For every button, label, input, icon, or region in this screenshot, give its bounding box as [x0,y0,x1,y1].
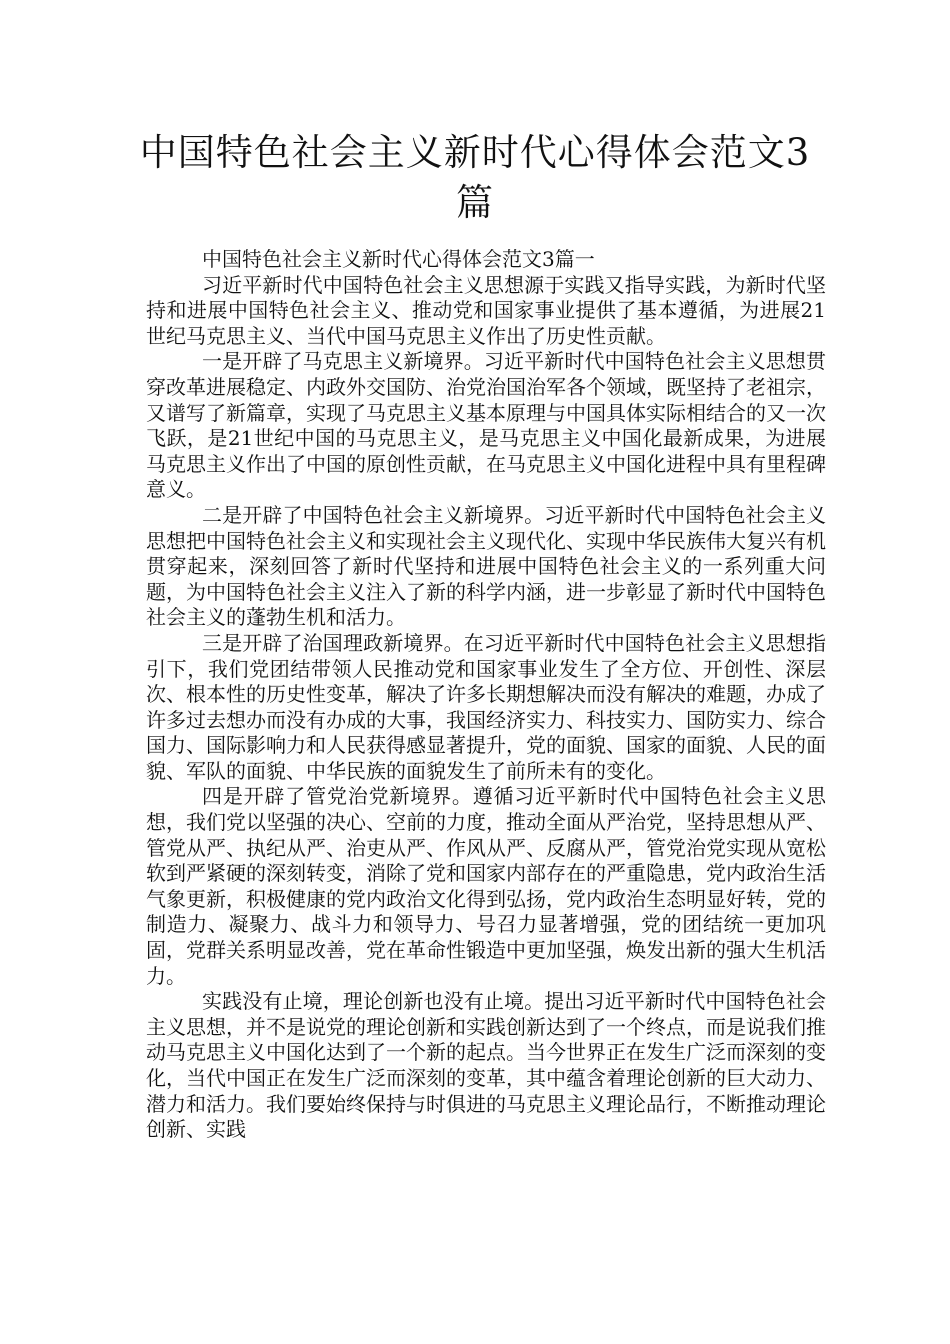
title-line-1: 中国特色社会主义新时代心得体会范文3 [139,131,811,174]
paragraph-point-1: 一是开辟了马克思主义新境界。习近平新时代中国特色社会主义思想贯穿改革进展稳定、内政外交国防、治党治国治军各个领域，既坚持了老祖宗，又谱写了新篇章，实现了马克思主义基本原理与中国具体实际相结合的又一次飞跃，是21世纪中国的马克思主义，是马克思主义中国化最新成果，为进展马克思主义作出了中国的原创性贡献，在马克思主义中国化进程中具有里程碑意义。 [146,349,826,502]
title-line-2: 篇 [456,181,494,224]
document-body [146,247,826,1143]
paragraph-intro: 习近平新时代中国特色社会主义思想源于实践又指导实践，为新时代坚持和进展中国特色社会主义、推动党和国家事业提供了基本遵循，为进展21世纪马克思主义、当代中国马克思主义作出了历史性贡献。 [146,272,826,348]
paragraph-point-4: 四是开辟了管党治党新境界。遵循习近平新时代中国特色社会主义思想，我们党以坚强的决心、空前的力度，推动全面从严治党，坚持思想从严、管党从严、执纪从严、治吏从严、作风从严、反腐从严，管党治党实现从宽松软到严紧硬的深刻转变，消除了党和国家内部存在的严重隐患，党内政治生活气象更新，积极健康的党内政治文化得到弘扬，党内政治生态明显好转，党的制造力、凝聚力、战斗力和领导力、号召力显著增强，党的团结统一更加巩固，党群关系明显改善，党在革命性锻造中更加坚强，焕发出新的强大生机活力。 [146,784,826,988]
paragraph-point-2: 二是开辟了中国特色社会主义新境界。习近平新时代中国特色社会主义思想把中国特色社会主义和实现社会主义现代化、实现中华民族伟大复兴有机贯穿起来，深刻回答了新时代坚持和进展中国特色社会主义的一系列重大问题，为中国特色社会主义注入了新的科学内涵，进一步彰显了新时代中国特色社会主义的蓬勃生机和活力。 [146,502,826,630]
paragraph-point-3: 三是开辟了治国理政新境界。在习近平新时代中国特色社会主义思想指引下，我们党团结带领人民推动党和国家事业发生了全方位、开创性、深层次、根本性的历史性变革，解决了许多长期想解决而没有解决的难题，办成了许多过去想办而没有办成的大事，我国经济实力、科技实力、国防实力、综合国力、国际影响力和人民获得感显著提升，党的面貌、国家的面貌、人民的面貌、军队的面貌、中华民族的面貌发生了前所未有的变化。 [146,630,826,783]
section-heading: 中国特色社会主义新时代心得体会范文3篇一 [202,247,595,271]
paragraph-conclusion: 实践没有止境，理论创新也没有止境。提出习近平新时代中国特色社会主义思想，并不是说党的理论创新和实践创新达到了一个终点，而是说我们推动马克思主义中国化达到了一个新的起点。当今世界正在发生广泛而深刻的变化，当代中国正在发生广泛而深刻的变革，其中蕴含着理论创新的巨大动力、潜力和活力。我们要始终保持与时俱进的马克思主义理论品行，不断推动理论创新、实践 [146,989,826,1142]
document-title [120,128,830,228]
